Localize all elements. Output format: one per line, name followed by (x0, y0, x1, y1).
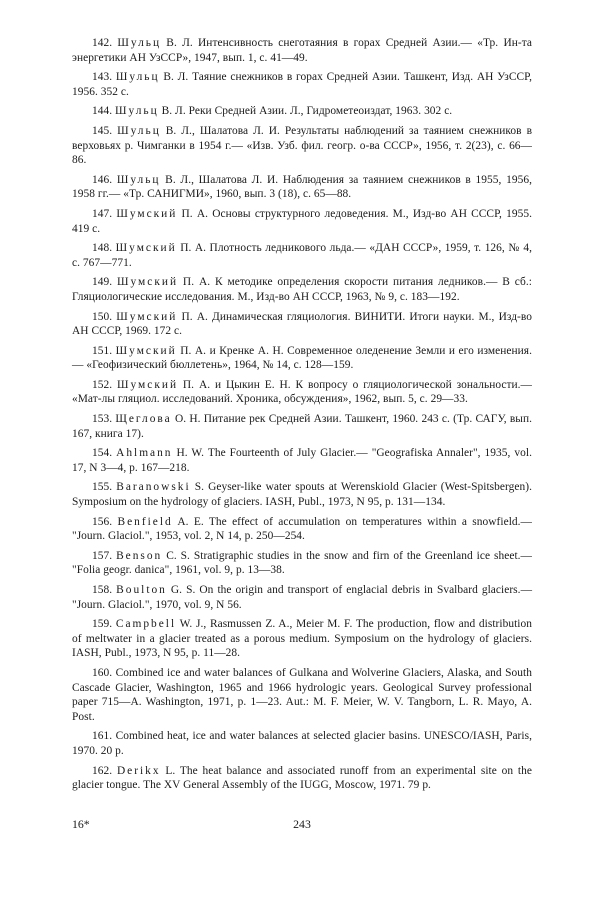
reference-entry (72, 549, 532, 578)
reference-entry (72, 344, 532, 373)
reference-number: 146. (92, 173, 113, 186)
reference-list (72, 36, 532, 798)
reference-number: 148. (92, 242, 113, 255)
reference-entry (72, 70, 532, 99)
printer-signature: 16* (72, 817, 90, 831)
reference-number: 143. (92, 71, 113, 84)
reference-text: W. J., Rasmussen Z. A., Meier M. F. The production, flow and distribution of meltwater in a glacier treated as a porous medium. Symposium on the hydrology of glaciers. IASH, Publ., 1973, N 95, p. 11—28. (72, 618, 532, 660)
reference-entry (72, 173, 532, 202)
reference-author: Baranowski (116, 481, 191, 494)
reference-number: 150. (92, 310, 113, 323)
reference-text: П. А. и Цыкин Е. Н. К вопросу о гляциологической зональности.— «Мат-лы гляциол. исследований. Хроника, обсуждения», 1962, вып. 5, с. 29—33. (72, 378, 532, 406)
reference-entry (72, 446, 532, 475)
reference-text: П. А. К методике определения скорости питания ледников.— В сб.: Гляциологические исследования. М., Изд-во АН СССР, 1963, № 9, с. 183—192. (72, 276, 532, 303)
reference-entry (72, 583, 532, 612)
reference-author: Ahlmann (116, 447, 173, 460)
reference-text: A. E. The effect of accumulation on temperatures within a snowfield.— "Journ. Glaciol.", 1953, vol. 2, N 14, p. 250—254. (72, 515, 532, 543)
reference-text: П. А. Динамическая гляциология. ВИНИТИ. Итоги науки. М., Изд-во АН СССР, 1969. 172 с. (72, 310, 532, 338)
reference-entry (72, 310, 532, 339)
reference-text: О. Н. Питание рек Средней Азии. Ташкент, 1960. 243 с. (Тр. САГУ, вып. 167, книга 17). (72, 413, 533, 440)
reference-entry (72, 764, 532, 793)
reference-text: H. W. The Fourteenth of July Glacier.— "Geografiska Annaler", 1935, vol. 17, N 3—4, p. 167—218. (72, 447, 532, 474)
reference-entry (72, 378, 532, 407)
reference-number: 154. (92, 447, 113, 460)
reference-text: В. Л. Таяние снежников в горах Средней Азии. Ташкент, Изд. АН УзССР, 1956. 352 с. (72, 71, 532, 98)
reference-number: 159. (92, 618, 113, 631)
reference-number: 144. (92, 105, 113, 118)
reference-entry (72, 480, 532, 509)
reference-entry (72, 412, 532, 441)
reference-author: Derikx (116, 764, 161, 777)
reference-number: 152. (92, 378, 113, 391)
reference-text: В. Л. Интенсивность снеготаяния в горах Средней Азии.— «Тр. Ин-та энергетики АН УзССР», 1947, вып. 1, с. 41—49. (72, 37, 532, 64)
reference-author: Benson (116, 549, 163, 562)
reference-number: 162. (92, 764, 113, 777)
reference-author: Campbell (115, 618, 177, 631)
reference-number: 161. (92, 730, 113, 743)
reference-number: 153. (92, 413, 113, 426)
reference-entry (72, 124, 532, 168)
reference-author: Boulton (116, 584, 167, 596)
reference-author: Шумский (116, 310, 178, 323)
reference-entry (72, 207, 532, 236)
reference-author: Шумский (115, 344, 177, 357)
reference-entry (72, 617, 532, 661)
reference-number: 157. (92, 549, 113, 562)
reference-number: 158. (92, 584, 113, 596)
reference-number: 160. (92, 666, 113, 679)
reference-number: 145. (92, 124, 113, 137)
reference-author: Шумский (116, 207, 178, 220)
page-number: 243 (293, 817, 311, 831)
reference-author: Шумский (115, 242, 177, 255)
reference-text: П. А. Плотность ледникового льда.— «ДАН СССР», 1959, т. 126, № 4, с. 767—771. (72, 242, 532, 269)
reference-entry (72, 729, 532, 758)
reference-number: 147. (92, 207, 113, 220)
reference-text: П. А. Основы структурного ледоведения. М., Изд-во АН СССР, 1955. 419 с. (72, 207, 532, 235)
reference-number: 155. (92, 481, 113, 494)
reference-entry (72, 36, 532, 65)
reference-author: Шульц (115, 105, 159, 118)
reference-author: Шульц (117, 124, 161, 137)
reference-text: Combined ice and water balances of Gulkana and Wolverine Glaciers, Alaska, and South Cascade Glacier, Washington, 1965 and 1966 hydrologic years. Geological Survey professional paper 715—A. Washington, 1971, p. 1—23. Aut.: M. F. Meier, W. V. Tangborn, L. R. Mayo, A. Post. (72, 666, 532, 723)
reference-entry (72, 275, 532, 304)
reference-text: В. Л. Реки Средней Азии. Л., Гидрометеоиздат, 1963. 302 с. (158, 105, 453, 118)
reference-entry (72, 666, 532, 724)
reference-author: Щеглова (115, 413, 172, 426)
reference-number: 142. (92, 37, 113, 49)
reference-author: Шумский (117, 378, 179, 391)
reference-entry (72, 515, 532, 544)
reference-number: 149. (92, 276, 113, 289)
reference-text: Combined heat, ice and water balances at selected glacier basins. UNESCO/IASH, Paris, 1970. 20 p. (72, 730, 532, 757)
reference-number: 156. (92, 515, 113, 528)
reference-author: Шульц (117, 37, 162, 49)
reference-text: G. S. On the origin and transport of englacial debris in Svalbard glaciers.— "Journ. Glaciol.", 1970, vol. 9, N 56. (72, 584, 533, 611)
reference-number: 151. (92, 344, 113, 357)
reference-author: Шумский (117, 276, 179, 289)
reference-entry (72, 104, 532, 119)
reference-text: C. S. Stratigraphic studies in the snow and firn of the Greenland ice sheet.— "Folia geogr. danica", 1961, vol. 9, p. 13—38. (72, 549, 532, 577)
reference-author: Шульц (115, 71, 160, 84)
reference-author: Benfield (117, 515, 173, 528)
reference-text: П. А. и Кренке А. Н. Современное оледенение Земли и его изменения.— «Геофизический бюллетень», 1964, № 14, с. 128—159. (72, 344, 532, 372)
reference-text: L. The heat balance and associated runoff from an experimental site on the glacier tongue. The XV General Assembly of the IUGG, Moscow, 1971. 79 p. (72, 764, 532, 792)
reference-text: В. Л., Шалатова Л. И. Результаты наблюдений за таянием снежников в верховьях р. Чимганки в 1954 г.— «Изв. Узб. фил. геогр. о-ва СССР», 1956, т. 2(23), с. 66—86. (72, 124, 532, 167)
reference-text: S. Geyser-like water spouts at Werenskiold Glacier (West-Spitsbergen). Symposium on the hydrology of glaciers. IASH, Publ., 1973, N 95, p. 131—134. (72, 481, 532, 509)
reference-author: Шульц (116, 173, 161, 186)
reference-entry (72, 241, 532, 270)
reference-text: В. Л., Шалатова Л. И. Наблюдения за таянием снежников в 1955, 1956, 1958 гг.— «Тр. САНИГМИ», 1960, вып. 3 (18), с. 65—88. (72, 173, 532, 201)
